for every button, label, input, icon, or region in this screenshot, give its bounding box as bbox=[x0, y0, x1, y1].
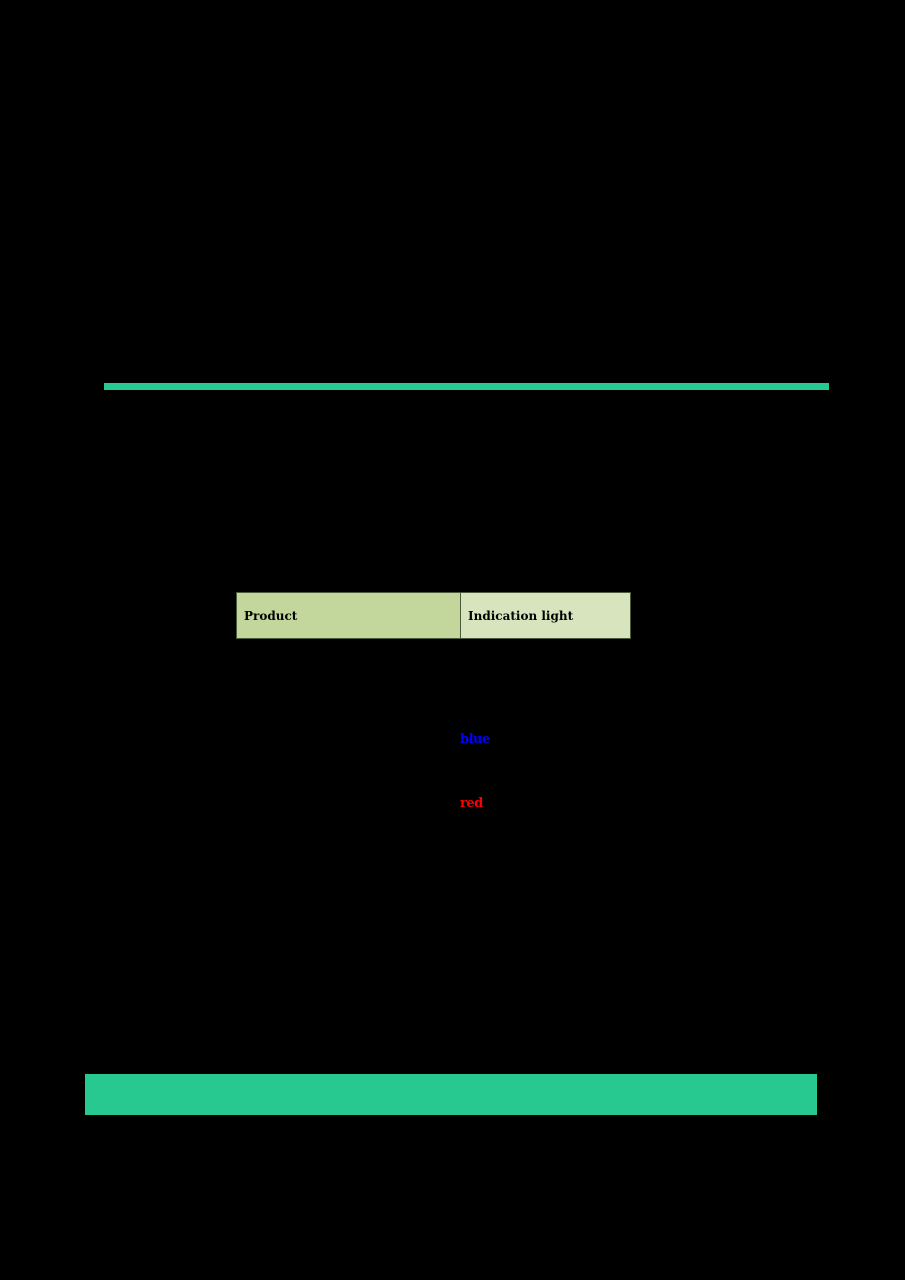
indication-red-label: red bbox=[460, 796, 483, 811]
table-header-row bbox=[237, 593, 631, 639]
header-indication-light: Indication light bbox=[461, 593, 631, 639]
top-divider-rule bbox=[104, 383, 829, 390]
product-indication-table bbox=[236, 592, 631, 639]
footer-band bbox=[85, 1074, 817, 1115]
indication-blue-label: blue bbox=[460, 732, 490, 747]
header-product: Product bbox=[237, 593, 461, 639]
